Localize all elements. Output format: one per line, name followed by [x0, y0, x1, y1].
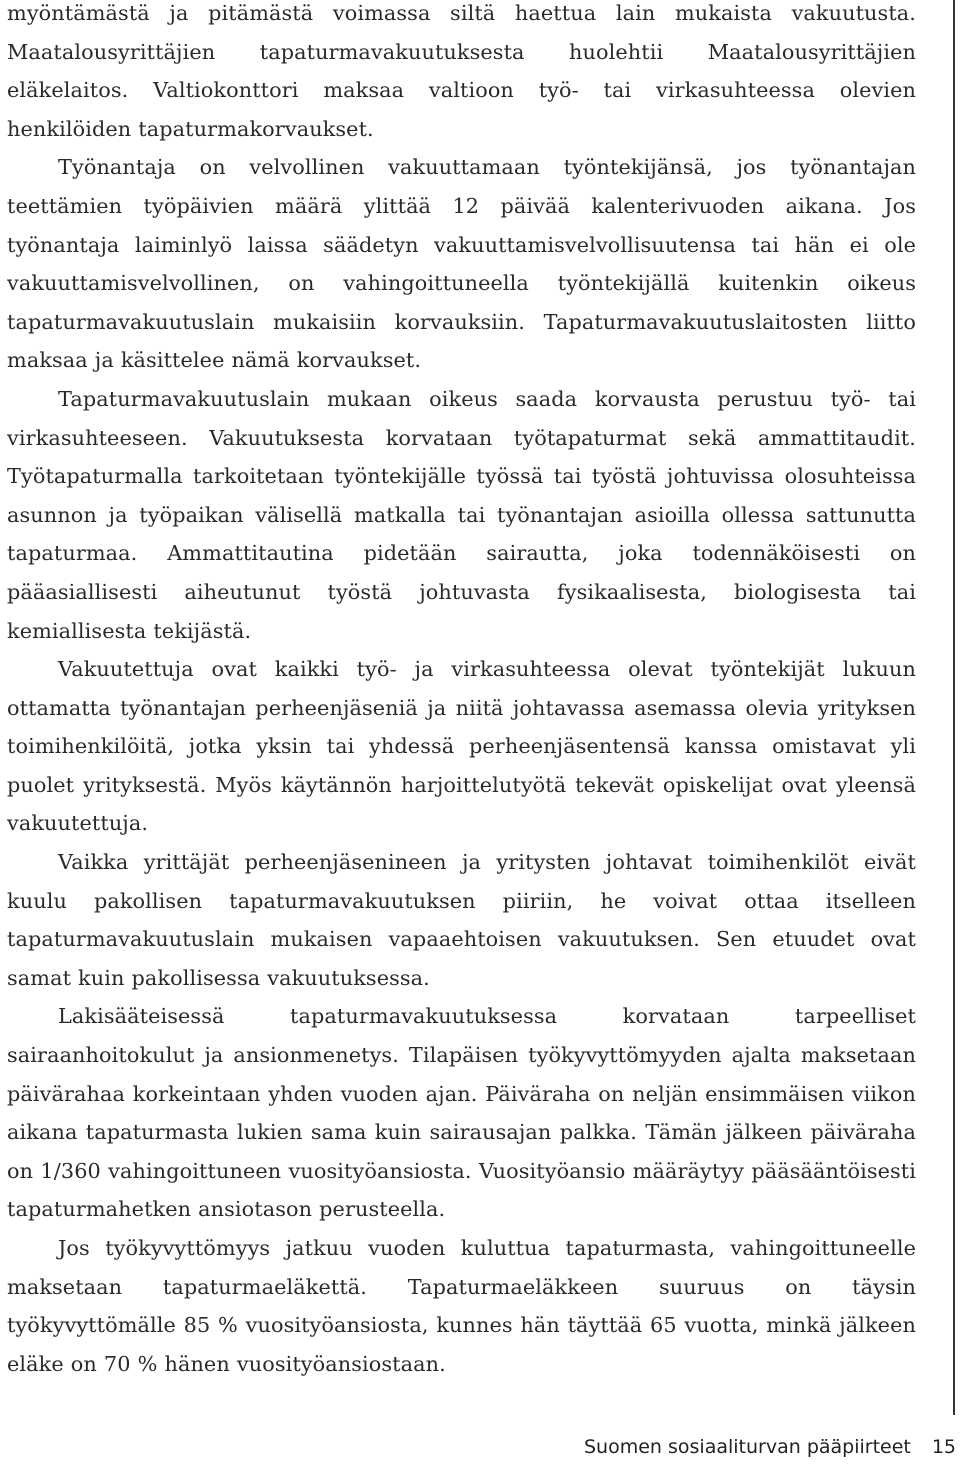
- paragraph: Vakuutettuja ovat kaikki työ- ja virkasuhteessa olevat työntekijät lukuun ottamatta työnantajan perheenjäseniä ja niitä johtavassa asemassa olevia yrityksen toimihenkilöitä, jotka yksin tai yhdessä perheenjäsentensä kanssa omistavat yli puolet yrityksestä. Myös käytännön harjoittelutyötä tekevät opiskelijat ovat yleensä vakuutettuja.: [7, 657, 916, 836]
- paragraph: Lakisääteisessä tapaturmavakuutuksessa korvataan tarpeelliset sairaanhoitokulut ja ansionmenetys. Tilapäisen työkyvyttömyyden ajalta maksetaan päivärahaa korkeintaan yhden vuoden ajan. Päiväraha on neljän ensimmäisen viikon aikana tapaturmasta lukien sama kuin sairausajan palkka. Tämän jälkeen päiväraha on 1/360 vahingoittuneen vuosityöansiosta. Vuosityöansio määräytyy pääsääntöisesti tapaturmahetken ansiotason perusteella.: [7, 1004, 916, 1222]
- page-footer: [584, 1436, 956, 1464]
- paragraph: Työnantaja on velvollinen vakuuttamaan työntekijänsä, jos työnantajan teettämien työpäivien määrä ylittää 12 päivää kalenterivuoden aikana. Jos työnantaja laiminlyö laissa säädetyn vakuuttamisvelvollisuutensa tai hän ei ole vakuuttamisvelvollinen, on vahingoittuneella työntekijällä kuitenkin oikeus tapaturmavakuutuslain mukaisiin korvauksiin. Tapaturmavakuutuslaitosten liitto maksaa ja käsittelee nämä korvaukset.: [7, 155, 916, 373]
- page-number: 15: [931, 1436, 956, 1458]
- paragraph: Tapaturmavakuutuslain mukaan oikeus saada korvausta perustuu työ- tai virkasuhteeseen. Vakuutuksesta korvataan työtapaturmat sekä ammattitaudit. Työtapaturmalla tarkoitetaan työntekijälle työssä tai työstä johtuvissa olosuhteissa asunnon ja työpaikan välisellä matkalla tai työnantajan asioilla ollessa sattunutta tapaturmaa. Ammattitautina pidetään sairautta, joka todennäköisesti on pääasiallisesti aiheutunut työstä johtuvasta fysikaalisesta, biologisesta tai kemiallisesta tekijästä.: [7, 386, 916, 643]
- paragraph: myöntämästä ja pitämästä voimassa siltä haettua lain mukaista vakuutusta. Maatalousyrittäjien tapaturmavakuutuksesta huolehtii Maatalousyrittäjien eläkelaitos. Valtiokonttori maksaa valtioon työ- tai virkasuhteessa olevien henkilöiden tapaturmakorvaukset.: [7, 1, 916, 141]
- page-margin-rule: [953, 0, 955, 1415]
- body-text: [7, 0, 916, 1383]
- paragraph: Jos työkyvyttömyys jatkuu vuoden kuluttua tapaturmasta, vahingoittuneelle maksetaan tapaturmaeläkettä. Tapaturmaeläkkeen suuruus on täysin työkyvyttömälle 85 % vuosityöansiosta, kunnes hän täyttää 65 vuotta, minkä jälkeen eläke on 70 % hänen vuosityöansiostaan.: [7, 1236, 916, 1376]
- paragraph: Vaikka yrittäjät perheenjäsenineen ja yritysten johtavat toimihenkilöt eivät kuulu pakollisen tapaturmavakuutuksen piiriin, he voivat ottaa itselleen tapaturmavakuutuslain mukaisen vapaaehtoisen vakuutuksen. Sen etuudet ovat samat kuin pakollisessa vakuutuksessa.: [7, 850, 916, 990]
- footer-publication-title: Suomen sosiaaliturvan pääpiirteet: [584, 1436, 911, 1458]
